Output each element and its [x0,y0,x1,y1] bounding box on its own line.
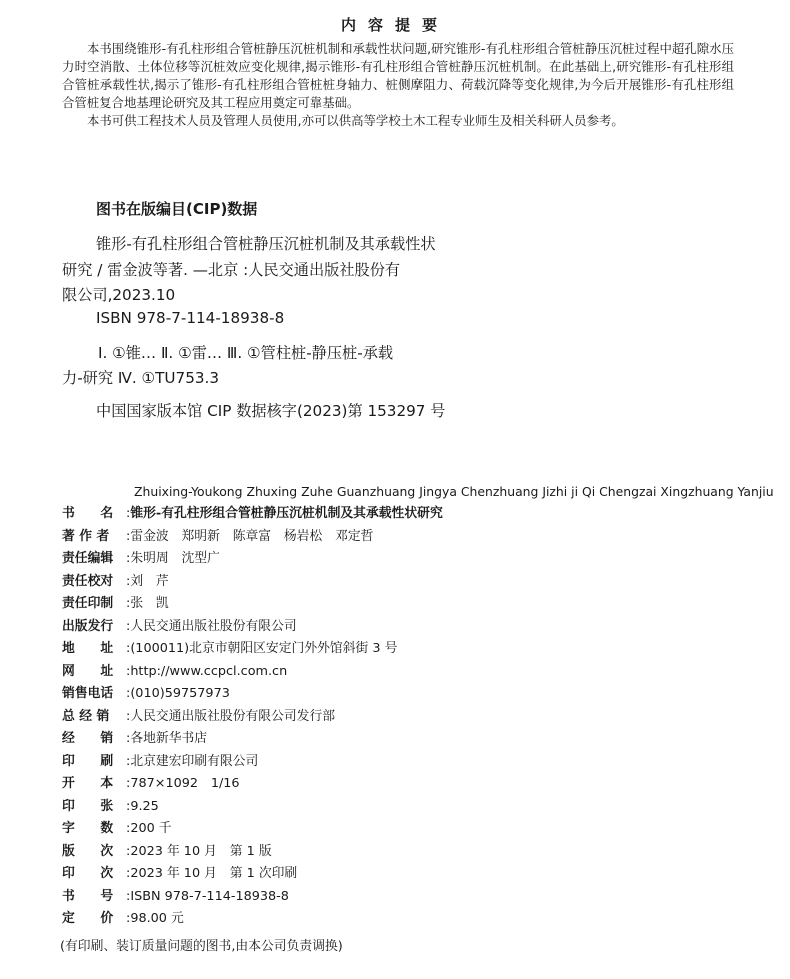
colophon-value: 刘 芹 [130,573,169,589]
summary-title: 内容提要 [340,16,449,34]
colophon-value: ISBN 978-7-114-18938-8 [130,888,289,904]
colophon-row [62,728,742,751]
colophon-row [62,638,742,661]
summary-paragraph-2: 本书可供工程技术人员及管理人员使用,亦可以供高等学校土木工程专业师生及相关科研人员参考。 [87,113,624,128]
colophon-row [62,503,742,526]
colophon-row [62,796,742,819]
cip-isbn: ISBN 978-7-114-18938-8 [96,309,285,327]
colophon-value: 2023 年 10 月 第 1 次印刷 [130,866,298,881]
colophon-row [62,526,742,549]
colophon-separator: : [126,821,131,836]
colophon-value: 雷金波 郑明新 陈章富 杨岩松 邓定哲 [130,528,374,544]
colophon-value: 朱明周 沈型广 [130,551,220,566]
colophon-row [62,683,742,706]
colophon [62,503,742,931]
colophon-value: 北京建宏印刷有限公司 [130,753,259,769]
cip-heading: 图书在版编目(CIP)数据 [96,200,258,218]
colophon-value: 2023 年 10 月 第 1 版 [130,843,272,859]
colophon-row [62,818,742,841]
colophon-label: 定 价 [62,911,114,926]
colophon-row [62,841,742,864]
colophon-row [62,886,742,909]
colophon-separator: : [126,596,131,611]
pinyin-title: Zhuixing-Youkong Zhuxing Zuhe Guanzhuang Jingya Chenzhuang Jizhi ji Qi Chengzai Xingzhuang Yanjiu [134,484,774,499]
colophon-separator: : [126,753,131,769]
colophon-value: (100011)北京市朝阳区安定门外外馆斜街 3 号 [130,641,398,656]
cip-line-2: 研究 / 雷金波等著. —北京 :人民交通出版社股份有 [62,261,401,279]
colophon-separator: : [126,551,131,566]
colophon-separator: : [126,641,131,656]
colophon-label: 印 刷 [62,753,114,769]
colophon-separator: : [126,528,131,544]
colophon-label: 印 张 [62,798,114,814]
colophon-separator: : [126,911,131,926]
colophon-row [62,908,742,931]
colophon-separator: : [126,866,131,881]
cip-line-1: 锥形-有孔柱形组合管桩静压沉桩机制及其承载性状 [96,235,436,253]
colophon-value: 各地新华书店 [130,731,208,746]
colophon-row [62,616,742,639]
colophon-separator: : [126,731,131,746]
colophon-row [62,571,742,594]
colophon-value: 9.25 [130,798,159,814]
colophon-separator: : [126,843,131,859]
colophon-label: 责任印制 [62,596,114,611]
colophon-separator: : [126,506,131,521]
colophon-value: 锥形-有孔柱形组合管桩静压沉桩机制及其承载性状研究 [130,506,443,521]
colophon-row [62,863,742,886]
cip-classification-1: Ⅰ. ①锥… Ⅱ. ①雷… Ⅲ. ①管柱桩-静压桩-承载 [98,344,394,362]
colophon-value: 787×1092 1/16 [130,776,240,791]
colophon-value: 200 千 [130,821,172,836]
cip-line-3: 限公司,2023.10 [62,286,176,304]
colophon-label: 出版发行 [62,618,114,634]
colophon-label: 书 名 [62,506,114,521]
colophon-separator: : [126,708,131,724]
colophon-value: http://www.ccpcl.com.cn [130,663,288,679]
colophon-label: 地 址 [62,641,114,656]
colophon-label: 开 本 [62,776,114,791]
colophon-separator: : [126,663,131,679]
colophon-label: 责任校对 [62,573,114,589]
colophon-separator: : [126,573,131,589]
colophon-value: 98.00 元 [130,911,184,926]
colophon-label: 网 址 [62,663,114,679]
colophon-row [62,548,742,571]
footer-note: (有印刷、装订质量问题的图书,由本公司负责调换) [60,939,343,954]
summary-paragraph-1: 本书围绕锥形-有孔柱形组合管桩静压沉桩机制和承载性状问题,研究锥形-有孔柱形组合管桩静压沉桩过程中超孔隙水压力时空消散、土体位移等沉桩效应变化规律,揭示锥形-有孔柱形组合管桩静压沉桩机制。在此基础上,研究锥形-有孔柱形组合管桩承载性状,揭示了锥形-有孔柱形组合管桩桩身轴力、桩侧摩阻力、荷载沉降等变化规律,为今后开展锥形-有孔柱形组合管桩复合地基理论研究及其工程应用奠定可靠基础。 [62,41,734,110]
colophon-row [62,706,742,729]
colophon-label: 印 次 [62,866,114,881]
colophon-label: 经 销 [62,731,114,746]
colophon-separator: : [126,776,131,791]
colophon-label: 版 次 [62,843,114,859]
colophon-label: 著 作 者 [62,528,110,544]
colophon-label: 销售电话 [62,686,114,701]
colophon-value: 人民交通出版社股份有限公司 [130,618,297,634]
colophon-value: (010)59757973 [130,686,230,701]
colophon-value: 张 凯 [130,596,169,611]
colophon-value: 人民交通出版社股份有限公司发行部 [130,708,336,724]
summary-body [62,40,734,130]
colophon-row [62,751,742,774]
colophon-separator: : [126,888,131,904]
colophon-separator: : [126,686,131,701]
colophon-label: 总 经 销 [62,708,110,724]
colophon-separator: : [126,798,131,814]
cip-classification-2: 力-研究 Ⅳ. ①TU753.3 [62,369,220,387]
colophon-separator: : [126,618,131,634]
colophon-row [62,773,742,796]
colophon-row [62,593,742,616]
colophon-label: 字 数 [62,821,114,836]
colophon-row [62,661,742,684]
cip-record-number: 中国国家版本馆 CIP 数据核字(2023)第 153297 号 [96,402,446,420]
colophon-label: 责任编辑 [62,551,114,566]
colophon-label: 书 号 [62,888,114,904]
